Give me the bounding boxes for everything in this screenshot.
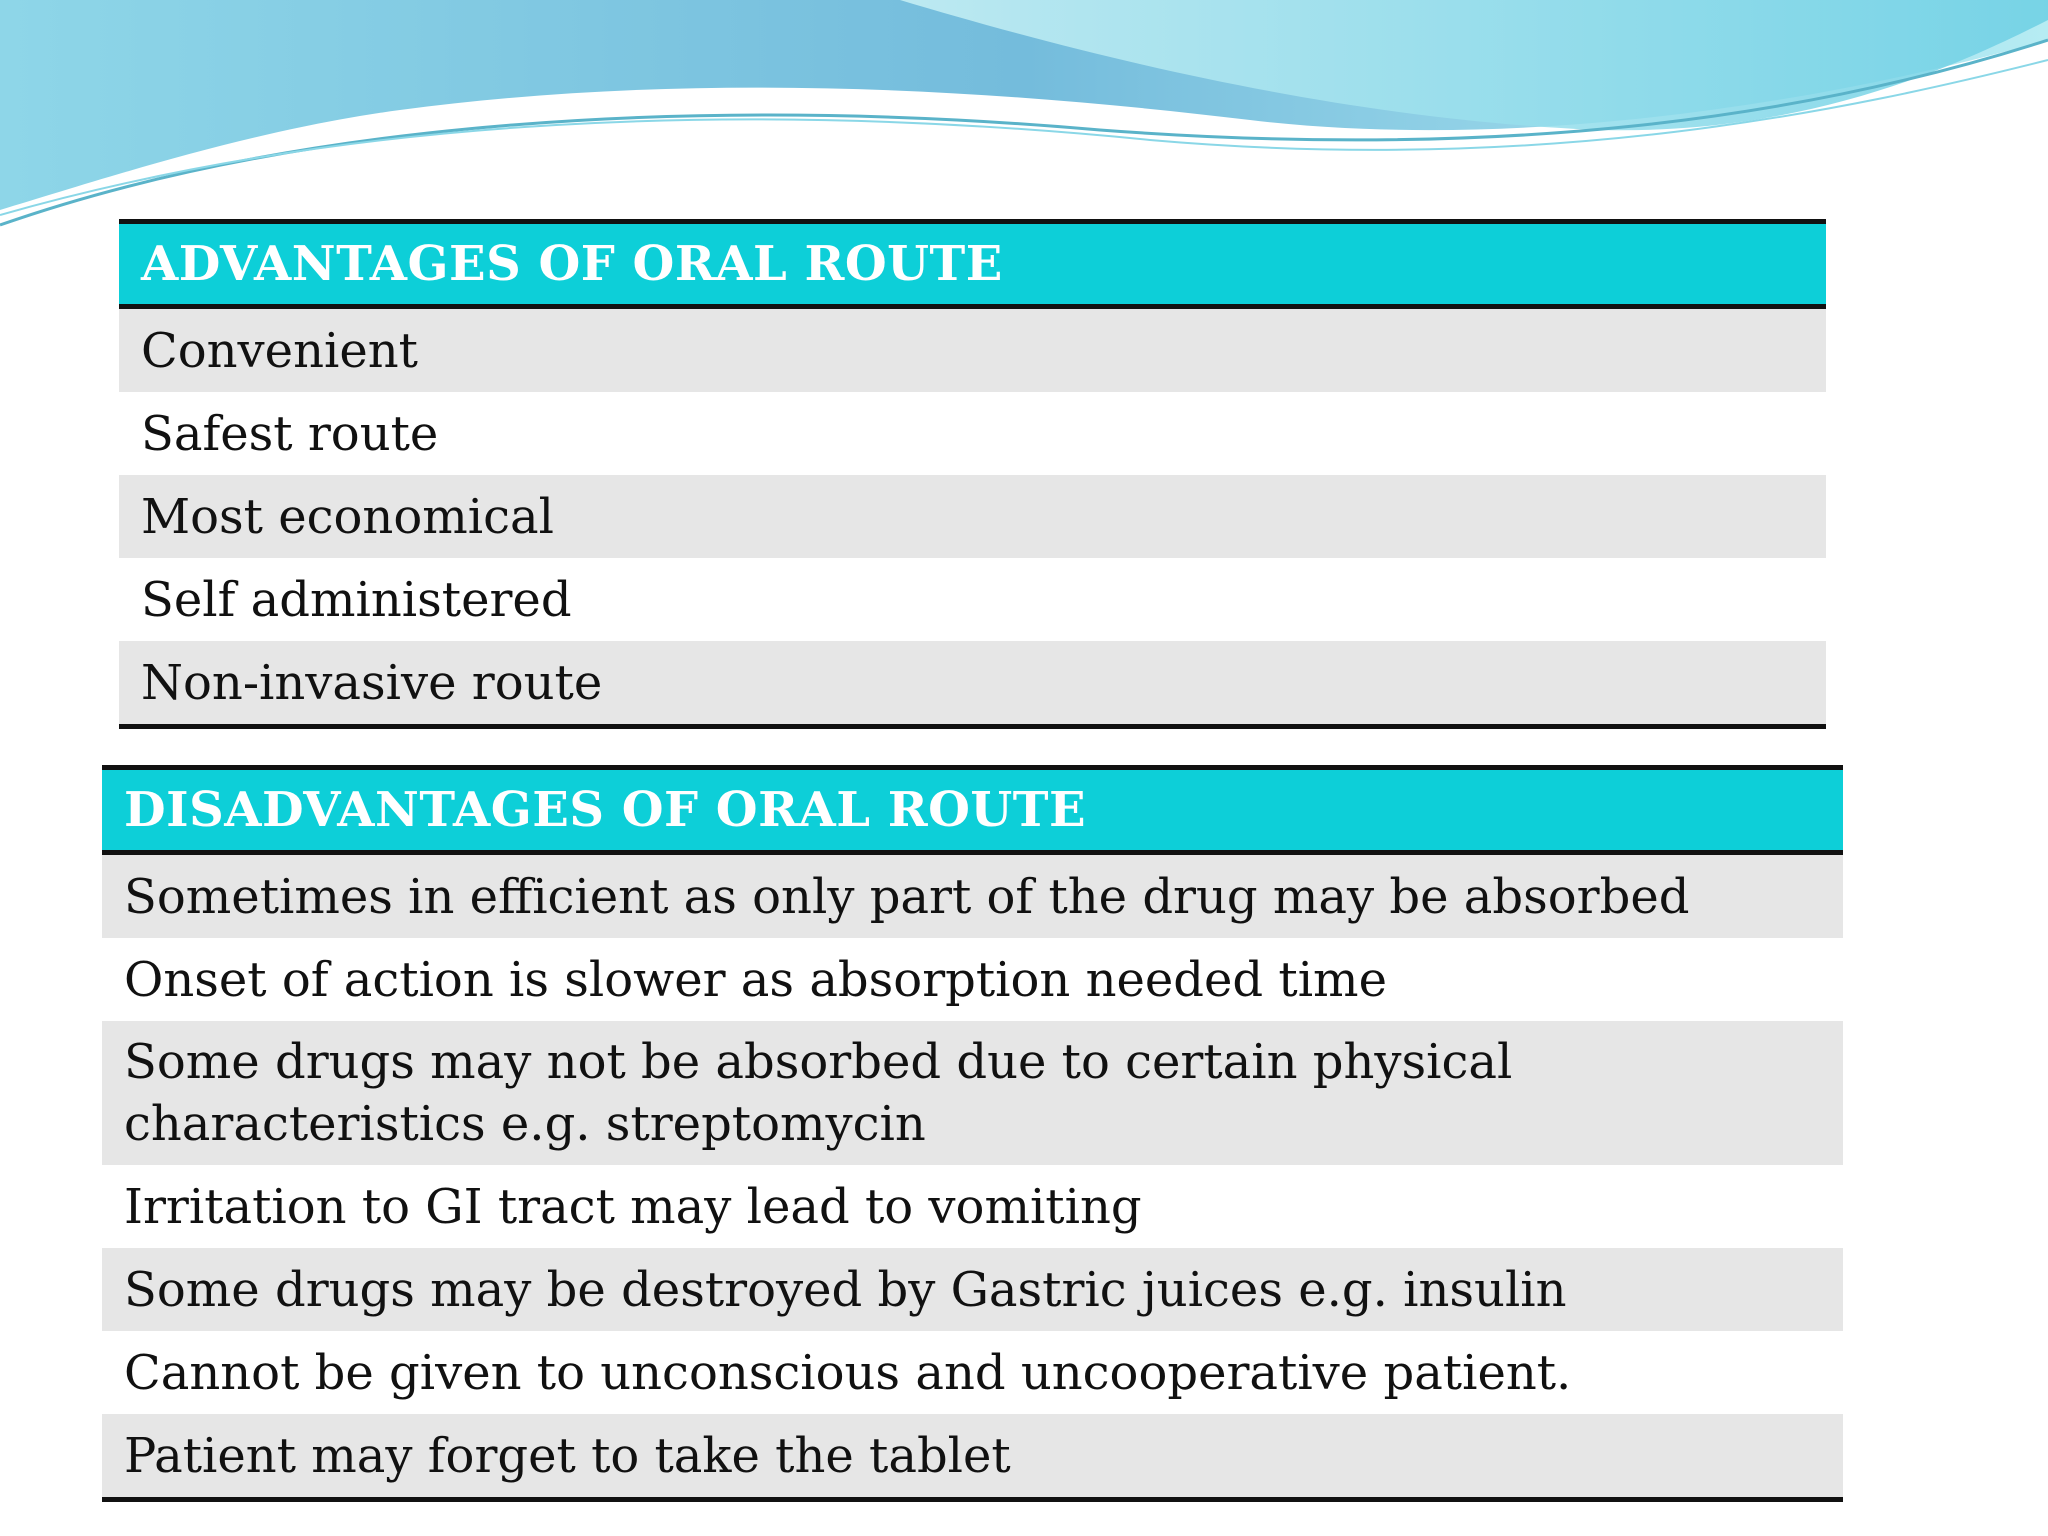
disadvantage-item: Cannot be given to unconscious and uncooperative patient. (102, 1331, 1843, 1414)
disadvantage-item: Sometimes in efficient as only part of the drug may be absorbed (102, 855, 1843, 938)
advantage-item: Non-invasive route (119, 641, 1826, 724)
advantages-heading: ADVANTAGES OF ORAL ROUTE (119, 224, 1826, 309)
disadvantages-heading: DISADVANTAGES OF ORAL ROUTE (102, 770, 1843, 855)
disadvantage-item: Some drugs may be destroyed by Gastric juices e.g. insulin (102, 1248, 1843, 1331)
advantage-item: Safest route (119, 392, 1826, 475)
advantages-table (119, 219, 1826, 729)
disadvantages-table (102, 765, 1843, 1502)
advantage-item: Convenient (119, 309, 1826, 392)
disadvantage-item: Irritation to GI tract may lead to vomiting (102, 1165, 1843, 1248)
advantage-item: Most economical (119, 475, 1826, 558)
header-wave-decoration (0, 0, 2048, 240)
disadvantage-item: Patient may forget to take the tablet (102, 1414, 1843, 1497)
disadvantage-item: Onset of action is slower as absorption needed time (102, 938, 1843, 1021)
advantage-item: Self administered (119, 558, 1826, 641)
disadvantage-item: Some drugs may not be absorbed due to certain physical characteristics e.g. streptomycin (102, 1021, 1843, 1165)
